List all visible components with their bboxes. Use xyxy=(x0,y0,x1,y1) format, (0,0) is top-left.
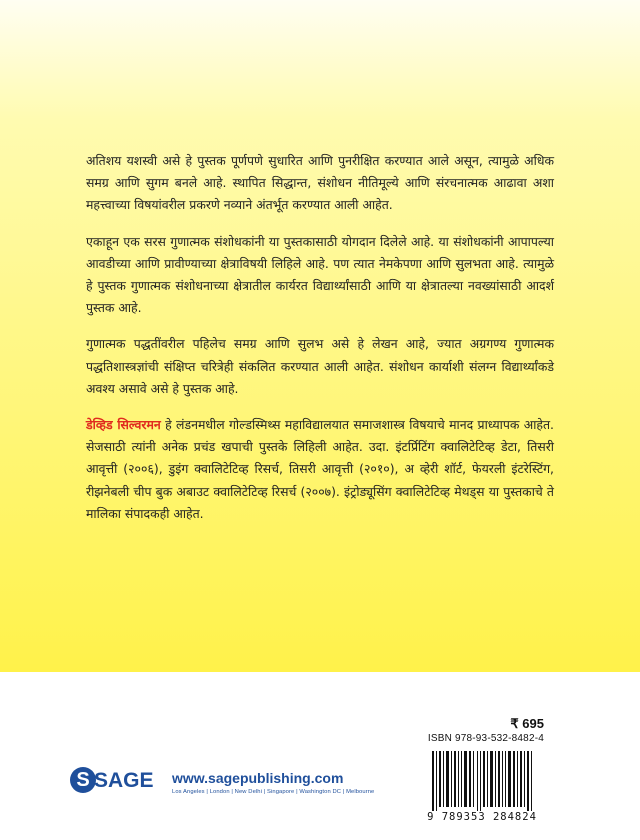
footer-strip xyxy=(0,672,640,840)
sage-wordmark: SAGE xyxy=(94,769,154,792)
isbn: ISBN 978-93-532-8482-4 xyxy=(427,733,544,744)
sage-logo xyxy=(70,767,168,795)
publisher-url[interactable]: www.sagepublishing.com xyxy=(172,770,344,786)
author-name: डेव्हिड सिल्वरमन xyxy=(86,417,161,433)
barcode-digits: 9 789353 284824 xyxy=(427,811,537,823)
author-paragraph xyxy=(86,414,554,525)
blurb-paragraph: गुणात्मक पद्धतींवरील पहिलेच समग्र आणि सुलभ असे हे लेखन आहे, ज्यात अग्रगण्य गुणात्मक पद्धतिशास्त्रज्ञांची संक्षिप्त चरित्रेही संकलित करण्यात आली आहेत. संशोधन कार्याशी संलग्न विद्यार्थ्यांकडे अवश्य असावे असे हे पुस्तक आहे. xyxy=(86,336,554,396)
blurb-paragraph: एकाहून एक सरस गुणात्मक संशोधकांनी या पुस्तकासाठी योगदान दिलेले आहे. या संशोधकांनी आपापल्या आवडीच्या आणि प्रावीण्याच्या क्षेत्राविषयी लिहिले आहे. पण त्यात नेमकेपणा आणि सुलभता आहे. त्यामुळे हे पुस्तक गुणात्मक संशोधनाच्या क्षेत्रातील कार्यरत विद्यार्थ्यांसाठी आणि या क्षेत्रातल्या नवख्यांसाठी आदर्श पुस्तक आहे. xyxy=(86,233,554,316)
barcode xyxy=(420,747,544,823)
blurb-paragraph: अतिशय यशस्वी असे हे पुस्तक पूर्णपणे सुधारित आणि पुनरीक्षित करण्यात आले असून, त्यामुळे अधिक समग्र आणि सुगम बनले आहे. स्थापित सिद्धान्त, संशोधन नीतिमूल्ये आणि संरचनात्मक आढावा अशा महत्त्वाच्या विषयांवरील प्रकरणे नव्याने अंतर्भूत करण्यात आली आहेत. xyxy=(86,153,554,213)
price: ₹ 695 xyxy=(510,716,544,731)
blurb xyxy=(86,150,554,539)
sage-logo-letter: S xyxy=(76,769,90,791)
barcode-icon xyxy=(432,751,532,811)
publisher-cities: Los Angeles | London | New Delhi | Singapore | Washington DC | Melbourne xyxy=(172,789,375,795)
author-bio: हे लंडनमधील गोल्डस्मिथ्स महाविद्यालयात समाजशास्त्र विषयाचे मानद प्राध्यापक आहेत. सेजसाठी त्यांनी अनेक प्रचंड खपाची पुस्तके लिहिली आहेत. उदा. इंटर्प्रिटिंग क्वालिटेटिव्ह डेटा, तिसरी आवृत्ती (२००६), डुइंग क्वालिटेटिव्ह रिसर्च, तिसरी आवृत्ती (२०१०), अ व्हेरी शॉर्ट, फेयरली इंटरेस्टिंग, रीझनेबली चीप बुक अबाउट क्वालिटेटिव्ह रिसर्च (२००७). इंट्रोड्यूसिंग क्वालिटेटिव्ह मेथड्स या पुस्तकाचे ते मालिका संपादकही आहेत. xyxy=(86,417,554,521)
